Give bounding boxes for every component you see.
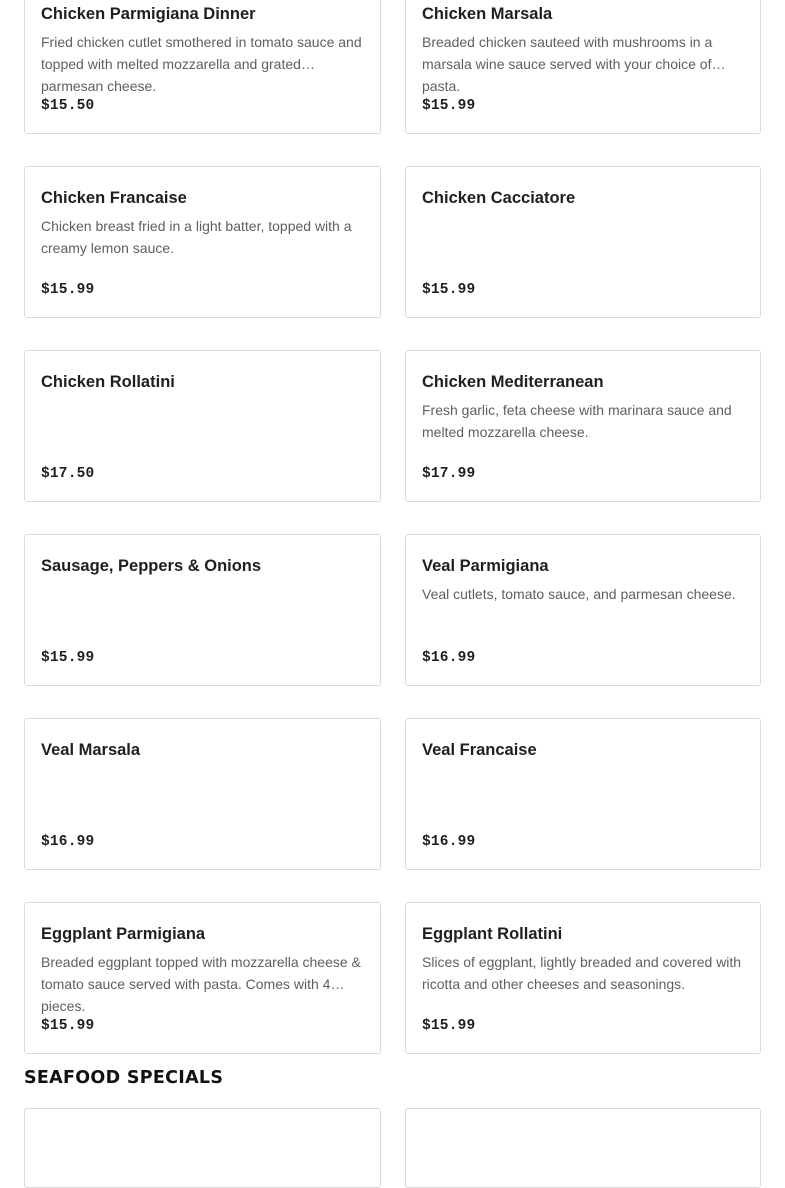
item-price: $15.99 — [422, 282, 476, 298]
item-price: $17.50 — [41, 466, 95, 482]
menu-item-card[interactable] — [24, 534, 381, 686]
menu-grid — [24, 0, 761, 1054]
menu-item-card[interactable] — [405, 350, 761, 502]
item-description: Breaded eggplant topped with mozzarella cheese & tomato sauce served with pasta. Comes with 4 pieces. — [41, 954, 361, 1014]
item-description: Fresh garlic, feta cheese with marinara sauce and melted mozzarella cheese. — [422, 402, 732, 440]
item-name: Chicken Cacciatore — [422, 189, 576, 207]
item-name: Veal Francaise — [422, 741, 537, 759]
item-description: Breaded chicken sauteed with mushrooms in a marsala wine sauce served with your choice of pasta. — [422, 34, 713, 94]
menu-item-card[interactable] — [24, 0, 381, 134]
item-description: Fried chicken cutlet smothered in tomato sauce and topped with melted mozzarella and grated parmesan cheese. — [41, 34, 362, 94]
item-name: Eggplant Rollatini — [422, 925, 563, 943]
menu-item-card[interactable] — [24, 350, 381, 502]
menu-item-card[interactable] — [405, 1108, 761, 1188]
item-price: $16.99 — [41, 834, 95, 850]
item-name: Eggplant Parmigiana — [41, 925, 206, 943]
item-name: Veal Parmigiana — [422, 557, 549, 575]
section-title-seafood: SEAFOOD SPECIALS — [24, 1068, 224, 1088]
menu-item-card[interactable] — [405, 902, 761, 1054]
item-price: $15.99 — [422, 1018, 476, 1034]
item-name: Chicken Mediterranean — [422, 373, 604, 391]
menu-item-card[interactable] — [24, 1108, 381, 1188]
item-price: $15.50 — [41, 98, 95, 114]
item-price: $15.99 — [41, 1018, 95, 1034]
item-price: $15.99 — [422, 98, 476, 114]
item-price: $17.99 — [422, 466, 476, 482]
item-name: Veal Marsala — [41, 741, 141, 759]
item-price: $15.99 — [41, 650, 95, 666]
menu-section — [24, 0, 761, 1054]
item-description: Slices of eggplant, lightly breaded and covered with ricotta and other cheeses and seasonings. — [422, 954, 742, 992]
menu-item-card[interactable] — [24, 718, 381, 870]
item-name: Chicken Rollatini — [41, 373, 175, 391]
seafood-grid — [24, 1108, 761, 1188]
item-price: $15.99 — [41, 282, 95, 298]
menu-item-card[interactable] — [405, 0, 761, 134]
item-name: Chicken Francaise — [41, 189, 187, 207]
menu-item-card[interactable] — [405, 718, 761, 870]
item-description: Veal cutlets, tomato sauce, and parmesan cheese. — [422, 586, 736, 602]
item-description: Chicken breast fried in a light batter, topped with a creamy lemon sauce. — [41, 218, 352, 256]
menu-item-card[interactable] — [405, 166, 761, 318]
item-name: Sausage, Peppers & Onions — [41, 557, 262, 575]
item-name: Chicken Parmigiana Dinner — [41, 5, 256, 23]
menu-item-card[interactable] — [24, 902, 381, 1054]
item-name: Chicken Marsala — [422, 5, 553, 23]
item-price: $16.99 — [422, 650, 476, 666]
item-price: $16.99 — [422, 834, 476, 850]
menu-item-card[interactable] — [24, 166, 381, 318]
menu-item-card[interactable] — [405, 534, 761, 686]
